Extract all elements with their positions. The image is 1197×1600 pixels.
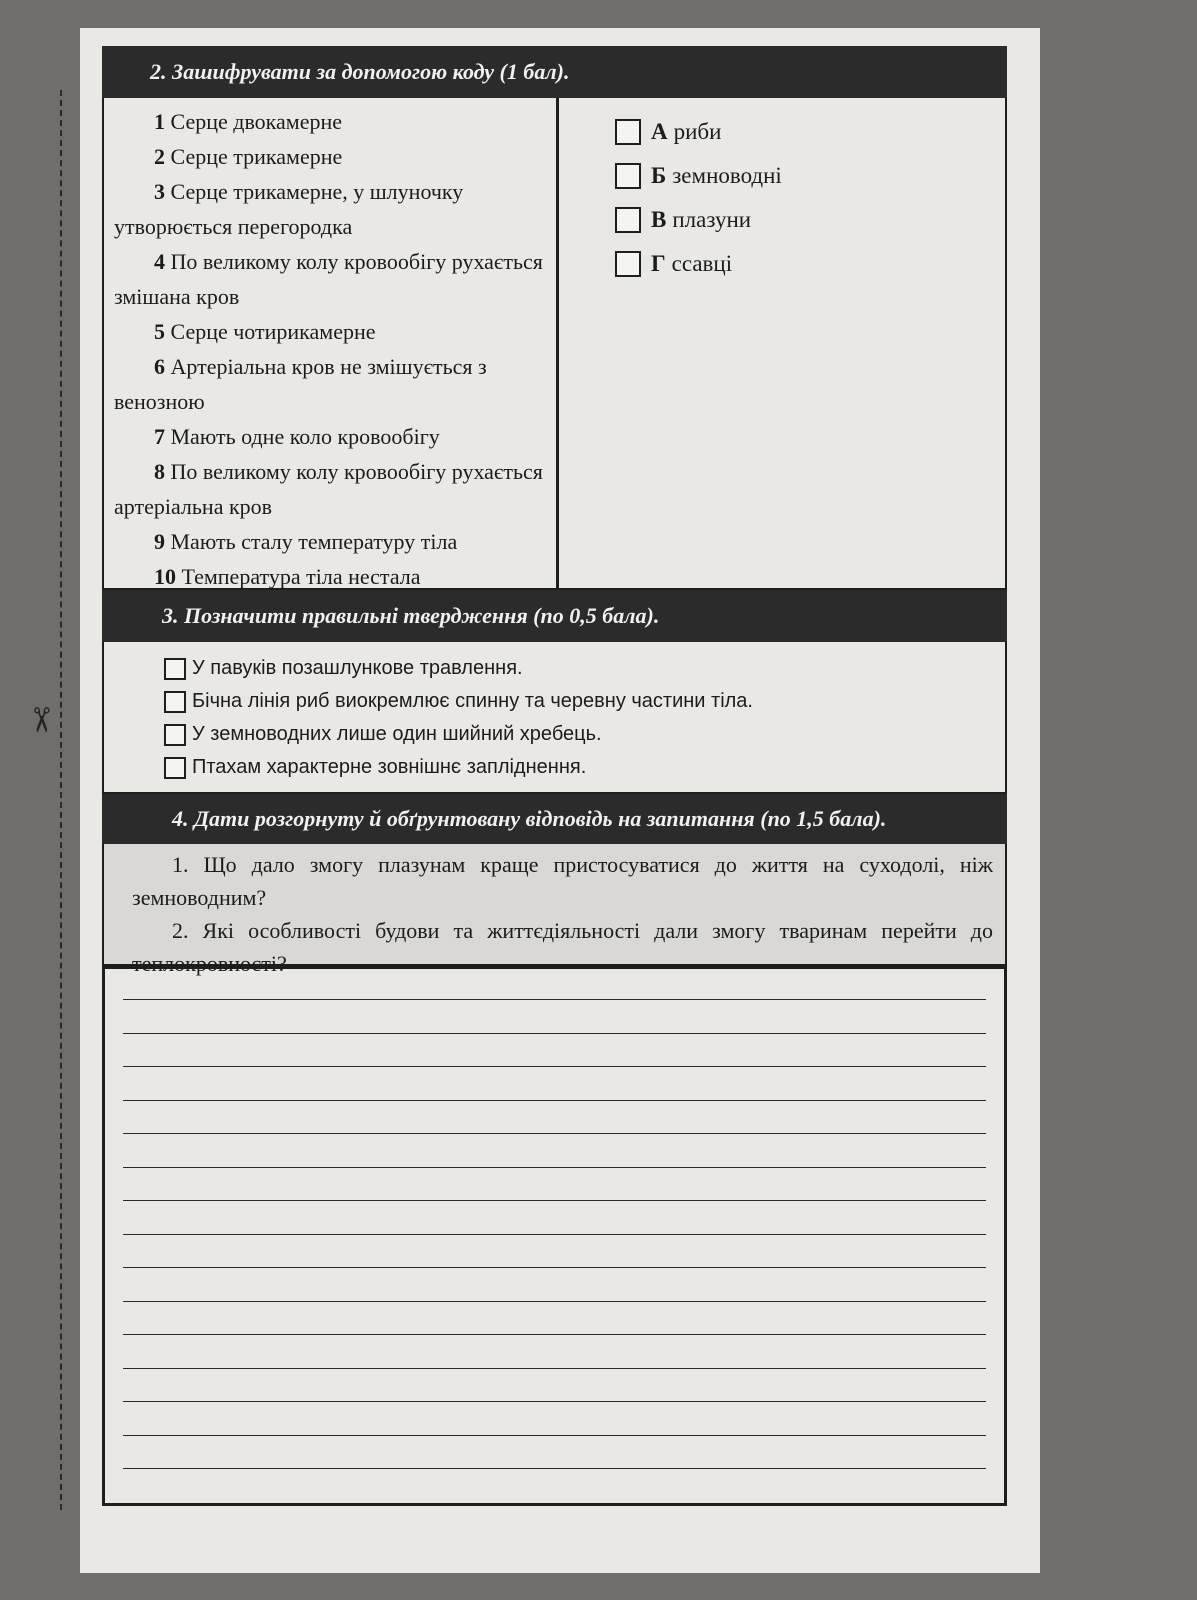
checkbox[interactable] bbox=[615, 251, 641, 277]
answer-option bbox=[615, 242, 1005, 286]
code-item-number: 3 bbox=[154, 179, 165, 204]
code-item-text: Серце двокамерне bbox=[165, 109, 343, 134]
answer-line bbox=[123, 1133, 986, 1134]
question-text: 1. Що дало змогу плазунам краще пристосуватися до життя на суходолі, ніж земноводним? bbox=[132, 852, 993, 910]
question-text: 2. Які особливості будови та життєдіяльності дали змогу тваринам перейти до теплокровності? bbox=[132, 918, 993, 976]
checkbox[interactable] bbox=[615, 163, 641, 189]
option-letter: В bbox=[651, 207, 667, 232]
code-item-text: По великому колу кровообігу рухається артеріальна кров bbox=[114, 459, 543, 519]
code-item-text: Мають одне коло кровообігу bbox=[165, 424, 440, 449]
answer-line bbox=[123, 1167, 986, 1168]
answer-line bbox=[123, 1066, 986, 1067]
section3-statements bbox=[102, 642, 1007, 794]
checkbox[interactable] bbox=[615, 119, 641, 145]
code-item bbox=[114, 314, 548, 349]
statement-text: У павуків позашлункове травлення. bbox=[192, 657, 523, 679]
option-text: риби bbox=[673, 119, 722, 144]
code-item-number: 9 bbox=[154, 529, 165, 554]
checkbox[interactable] bbox=[164, 757, 186, 779]
code-item-number: 8 bbox=[154, 459, 165, 484]
code-item-text: Серце чотирикамерне bbox=[165, 319, 376, 344]
code-item-number: 5 bbox=[154, 319, 165, 344]
code-item-number: 10 bbox=[154, 564, 176, 589]
code-item-number: 4 bbox=[154, 249, 165, 274]
code-item bbox=[114, 104, 548, 139]
section4-questions bbox=[102, 844, 1007, 976]
code-item bbox=[114, 244, 548, 314]
code-item bbox=[114, 524, 548, 559]
checkbox[interactable] bbox=[164, 658, 186, 680]
code-item-number: 2 bbox=[154, 144, 165, 169]
option-text: плазуни bbox=[672, 207, 752, 232]
checkbox[interactable] bbox=[164, 724, 186, 746]
section4-header: 4. Дати розгорнуту й обґрунтовану відповідь на запитання (по 1,5 бала). bbox=[102, 794, 1007, 844]
option-text: земноводні bbox=[672, 163, 782, 188]
checkbox[interactable] bbox=[615, 207, 641, 233]
code-item-number: 7 bbox=[154, 424, 165, 449]
option-letter: Г bbox=[651, 251, 666, 276]
answer-area[interactable] bbox=[102, 966, 1007, 1506]
statement-row bbox=[164, 685, 1005, 718]
statement-text: Птахам характерне зовнішнє запліднення. bbox=[192, 756, 587, 778]
worksheet-page bbox=[80, 28, 1040, 1573]
cut-line bbox=[60, 90, 62, 1510]
code-item-text: Серце трикамерне, у шлуночку утворюється перегородка bbox=[114, 179, 464, 239]
answer-line bbox=[123, 1334, 986, 1335]
code-item-text: Температура тіла нестала bbox=[176, 564, 421, 589]
answer-line bbox=[123, 999, 986, 1000]
code-item-text: Серце трикамерне bbox=[165, 144, 343, 169]
code-item bbox=[114, 174, 548, 244]
answer-option bbox=[615, 198, 1005, 242]
code-item-number: 1 bbox=[154, 109, 165, 134]
code-item-text: Артеріальна кров не змішується з венозною bbox=[114, 354, 487, 414]
answer-option bbox=[615, 110, 1005, 154]
worksheet-frame bbox=[102, 46, 1007, 1536]
section3-header: 3. Позначити правильні твердження (по 0,5 бала). bbox=[102, 590, 1007, 642]
option-letter: А bbox=[651, 119, 668, 144]
statement-row bbox=[164, 652, 1005, 685]
code-item-number: 6 bbox=[154, 354, 165, 379]
answer-line bbox=[123, 1100, 986, 1101]
statement-row bbox=[164, 751, 1005, 784]
answer-line bbox=[123, 1435, 986, 1436]
code-item bbox=[114, 454, 548, 524]
code-item bbox=[114, 349, 548, 419]
scissors-icon: ✂ bbox=[20, 705, 61, 735]
option-letter: Б bbox=[651, 163, 667, 188]
answer-line bbox=[123, 1468, 986, 1469]
answer-line bbox=[123, 1200, 986, 1201]
section2-header: 2. Зашифрувати за допомогою коду (1 бал). bbox=[102, 46, 1007, 98]
answer-line bbox=[123, 1368, 986, 1369]
answer-line bbox=[123, 1033, 986, 1034]
answer-line bbox=[123, 1401, 986, 1402]
section2-options bbox=[559, 98, 1005, 588]
answer-line bbox=[123, 1301, 986, 1302]
statement-text: У земноводних лише один шийний хребець. bbox=[192, 723, 602, 745]
answer-line bbox=[123, 1267, 986, 1268]
answer-option bbox=[615, 154, 1005, 198]
code-item bbox=[114, 559, 548, 594]
code-item-text: По великому колу кровообігу рухається змішана кров bbox=[114, 249, 543, 309]
answer-line bbox=[123, 1234, 986, 1235]
checkbox[interactable] bbox=[164, 691, 186, 713]
section2-body bbox=[102, 98, 1007, 590]
code-item bbox=[114, 419, 548, 454]
code-item bbox=[114, 139, 548, 174]
statement-row bbox=[164, 718, 1005, 751]
code-item-text: Мають сталу температуру тіла bbox=[165, 529, 458, 554]
statement-text: Бічна лінія риб виокремлює спинну та черевну частини тіла. bbox=[192, 690, 753, 712]
section2-items bbox=[104, 98, 559, 588]
option-text: ссавці bbox=[671, 251, 733, 276]
